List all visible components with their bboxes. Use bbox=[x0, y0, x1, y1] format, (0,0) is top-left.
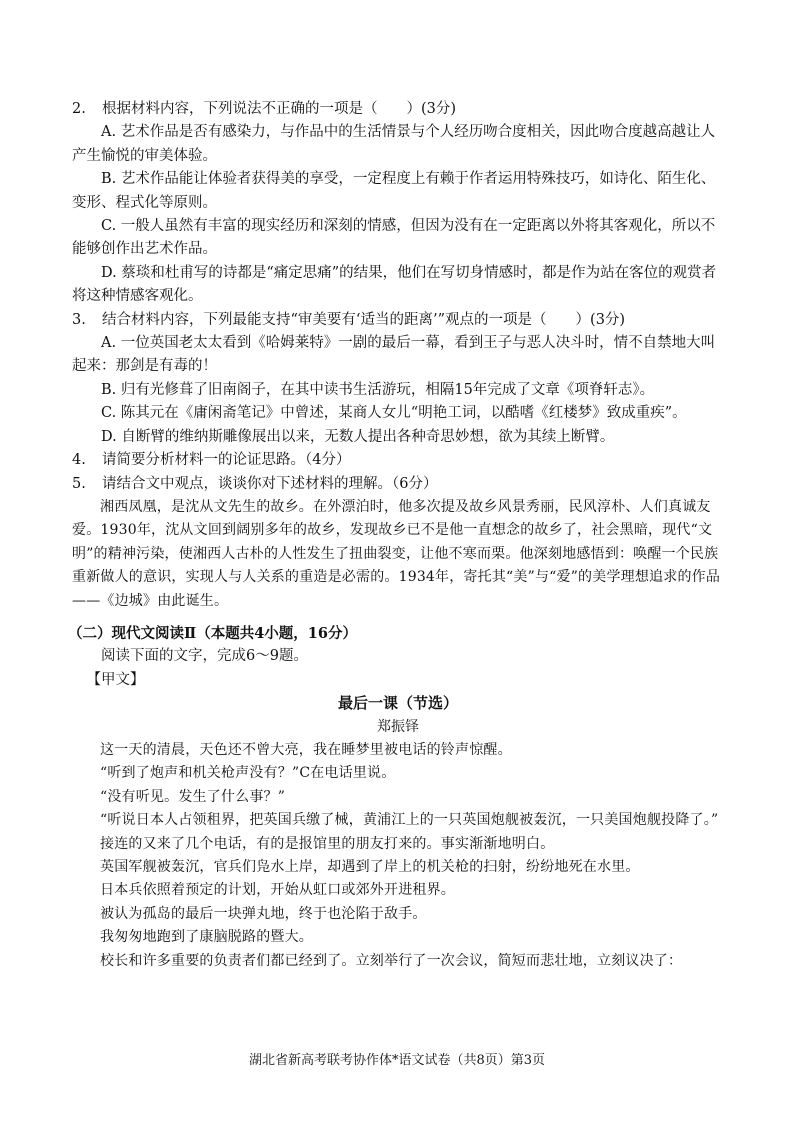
article-paragraph: “听到了炮声和机关枪声没有？”C在电话里说。 bbox=[100, 765, 396, 782]
option-b: B. 归有光修葺了旧南阁子，在其中读书生活游玩，相隔15年完成了文章《项脊轩志》。 bbox=[101, 381, 655, 398]
question-stem: 根据材料内容，下列说法不正确的一项是（ ）(3分) bbox=[102, 101, 457, 117]
article-paragraph: 被认为孤岛的最后一块弹丸地，终于也沦陷于敌手。 bbox=[100, 905, 427, 922]
question-3 bbox=[72, 309, 724, 332]
page-footer: 湖北省新高考联考协作体*语文试卷（共8页）第3页 bbox=[248, 1053, 546, 1068]
question-5 bbox=[72, 473, 724, 496]
question-2 bbox=[72, 98, 724, 121]
question-stem: 请结合文中观点，谈谈你对下述材料的理解。（6分） bbox=[102, 475, 438, 492]
article-title: 最后一课（节选） bbox=[337, 694, 458, 713]
option-c: C. 陈其元在《庸闲斋笔记》中曾述，某商人女儿“明艳工词，以酷嗜《红楼梦》致成重疾”。 bbox=[101, 405, 687, 422]
article-paragraph: “没有听见。发生了什么事？” bbox=[100, 788, 286, 805]
article-paragraph: 英国军舰被轰沉，官兵们凫水上岸，却遇到了岸上的机关枪的扫射，纷纷地死在水里。 bbox=[100, 859, 640, 875]
article-paragraph: 校长和许多重要的负责者们都已经到了。立刻举行了一次会议，简短而悲壮地，立刻议决了： bbox=[100, 952, 683, 969]
section-instruction: 阅读下面的文字，完成6～9题。 bbox=[101, 648, 308, 665]
option-d: D. 蔡琰和杜甫写的诗都是“痛定思痛”的结果，他们在写切身情感时，都是作为站在客位的观赏者将这种情感客观化。 bbox=[72, 264, 717, 305]
article-paragraph: 日本兵依照着预定的计划，开始从虹口或郊外开进租界。 bbox=[100, 882, 455, 899]
article-body bbox=[72, 739, 724, 973]
article-paragraph: “听说日本人占领租界，把英国兵缴了械，黄浦江上的一只英国炮舰被轰沉，一只美国炮舰投降了。” bbox=[100, 812, 719, 829]
question-5-material: 湘西凤凰，是沈从文先生的故乡。在外漂泊时，他多次提及故乡风景秀丽，民风淳朴、人们真诚友爱。1930年，沈从文回到阔别多年的故乡，发现故乡已不是他一直想念的故乡了，社会黑暗，现代“文明”的精神污染，使湘西人古朴的人性发生了扭曲裂变，让他不寒而栗。他深刻地感悟到：唤醒一个民族重新做人的意识，实现人与人关系的重造是必需的。1934年，寄托其“美”与“爱”的美学理想追求的作品——《边城》由此诞生。 bbox=[72, 498, 721, 609]
option-a: A. 一位英国老太太看到《哈姆莱特》一剧的最后一幕，看到王子与恶人决斗时，情不自禁地大叫起来：那剑是有毒的！ bbox=[72, 335, 716, 375]
page-content bbox=[68, 98, 724, 973]
option-b: B. 艺术作品能让体验者获得美的享受，一定程度上有赖于作者运用特殊技巧，如诗化、陌生化、变形、程式化等原则。 bbox=[72, 171, 716, 211]
question-stem: 结合材料内容，下列最能支持“审美要有‘适当的距离’”观点的一项是（ ）(3分) bbox=[102, 311, 626, 328]
question-number: 2. bbox=[72, 101, 86, 117]
article-paragraph: 我匆匆地跑到了康脑脱路的暨大。 bbox=[100, 929, 313, 946]
article-author: 郑振铎 bbox=[377, 718, 419, 735]
question-4 bbox=[72, 449, 724, 472]
option-c: C. 一般人虽然有丰富的现实经历和深刻的情感，但因为没有在一定距离以外将其客观化，所以不能够创作出艺术作品。 bbox=[72, 218, 716, 258]
question-number: 5. bbox=[72, 475, 86, 492]
question-stem: 请简要分析材料一的论证思路。（4分） bbox=[102, 452, 351, 469]
article-paragraph: 接连的又来了几个电话，有的是报馆里的朋友打来的。事实渐渐地明白。 bbox=[100, 835, 555, 852]
option-d: D. 自断臂的维纳斯雕像展出以来，无数人提出各种奇思妙想，欲为其续上断臂。 bbox=[101, 428, 615, 445]
option-a: A. 艺术作品是否有感染力，与作品中的生活情景与个人经历吻合度相关，因此吻合度越高越让人产生愉悦的审美体验。 bbox=[72, 124, 716, 164]
question-number: 4. bbox=[72, 452, 86, 469]
text-label: 【甲文】 bbox=[86, 671, 145, 688]
article-paragraph: 这一天的清晨，天色还不曾大亮，我在睡梦里被电话的铃声惊醒。 bbox=[100, 741, 512, 758]
question-number: 3. bbox=[72, 311, 86, 328]
section-heading: （二）现代文阅读Ⅱ（本题共4小题，16分） bbox=[68, 624, 357, 642]
